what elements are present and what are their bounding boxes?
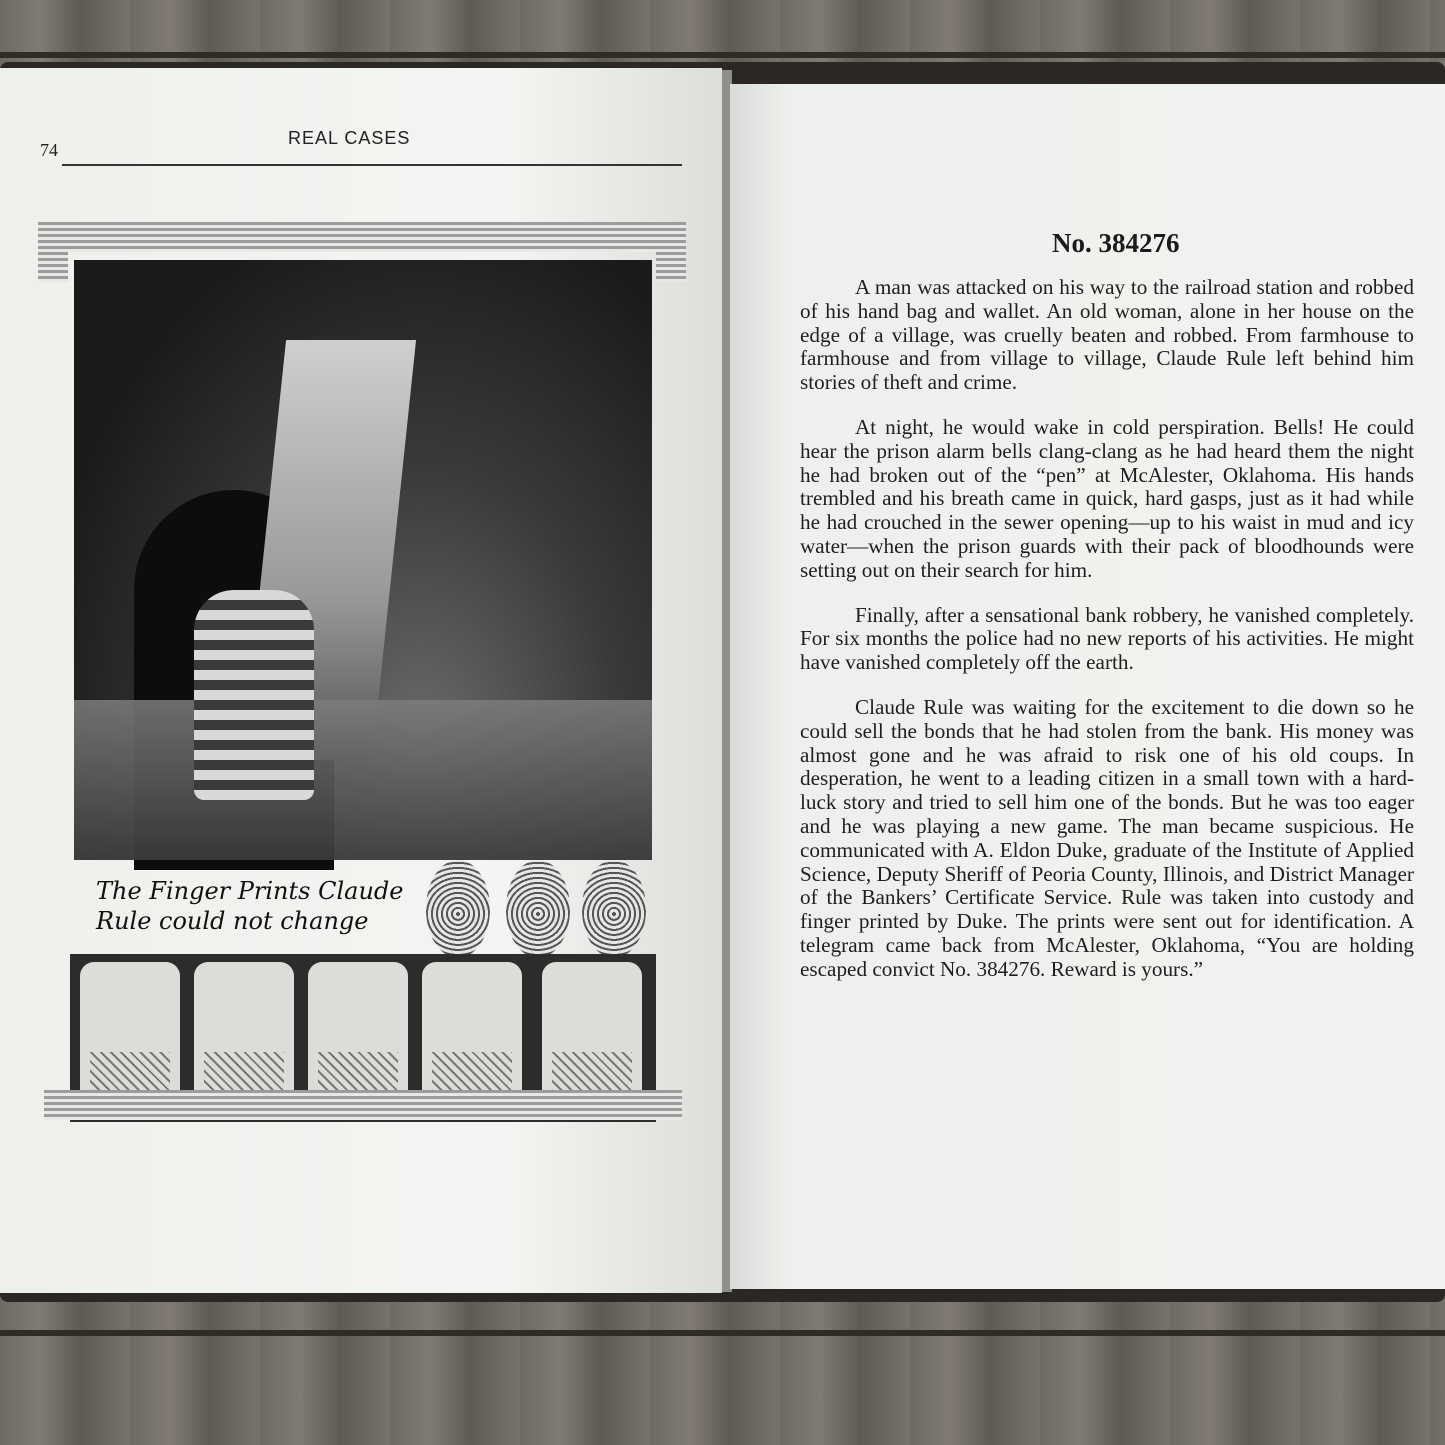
- fingerprint-icon: [426, 860, 490, 958]
- page-number: 74: [40, 140, 58, 160]
- table-plank-gap: [0, 52, 1445, 58]
- decorative-stripe-side-left: [38, 222, 68, 282]
- article-title: No. 384276: [1052, 228, 1180, 258]
- paragraph: At night, he would wake in cold perspiration. Bells! He could hear the prison alarm bells clang-clang as he had heard them the night he had broken out of the “pen” at McAlester, Oklahoma. His hands trembled and his breath came in quick, hard gasps, just as it had while he had crouched in the sewer opening—up to his waist in mud and icy water—when the prison guards with their pack of bloodhounds were setting out on their search for him.: [800, 414, 1414, 582]
- decorative-stripe-bottom: [44, 1090, 682, 1120]
- table-plank-gap: [0, 1330, 1445, 1336]
- running-head: REAL CASES: [288, 128, 411, 148]
- paragraph: Finally, after a sensational bank robbery, he vanished completely. For six months the police had no new reports of his activities. He might have vanished completely off the earth.: [800, 602, 1414, 675]
- convict-figure-shape: [194, 590, 314, 800]
- escape-photograph: [74, 260, 652, 860]
- paragraph: Claude Rule was waiting for the excitement to die down so he could sell the bonds that he had stolen from the bank. His money was almost gone and he was afraid to risk one of his old coups. In desperation, he went to a leading citizen in a small town with a hard-luck story and tried to sell him one of the bonds. But he was too eager and he was playing a new game. The man became suspicious. He communicated with A. Eldon Duke, graduate of the Institute of Applied Science, Deputy Sheriff of Peoria County, Illinois, and District Manager of the Bankers’ Certificate Service. Rule was taken into custody and finger printed by Duke. The prints were sent out for identification. A telegram came back from McAlester, Oklahoma, “You are holding escaped convict No. 384276. Reward is yours.”: [800, 694, 1414, 981]
- water-shape: [74, 700, 652, 860]
- decorative-stripe-side-right: [656, 222, 686, 282]
- paragraph: A man was attacked on his way to the railroad station and robbed of his hand bag and wallet. An old woman, alone in her house on the edge of a village, was cruelly beaten and robbed. From farmhouse to farmhouse and from village to village, Claude Rule left behind him stories of theft and crime.: [800, 275, 1414, 395]
- fingerprint-icon: [506, 860, 570, 958]
- illustration-caption: The Finger Prints Claude Rule could not change: [96, 877, 404, 935]
- header-rule: [62, 164, 682, 166]
- decorative-stripe-top: [38, 222, 686, 252]
- article-body: [800, 276, 1414, 1003]
- fingerprint-icon: [582, 860, 646, 958]
